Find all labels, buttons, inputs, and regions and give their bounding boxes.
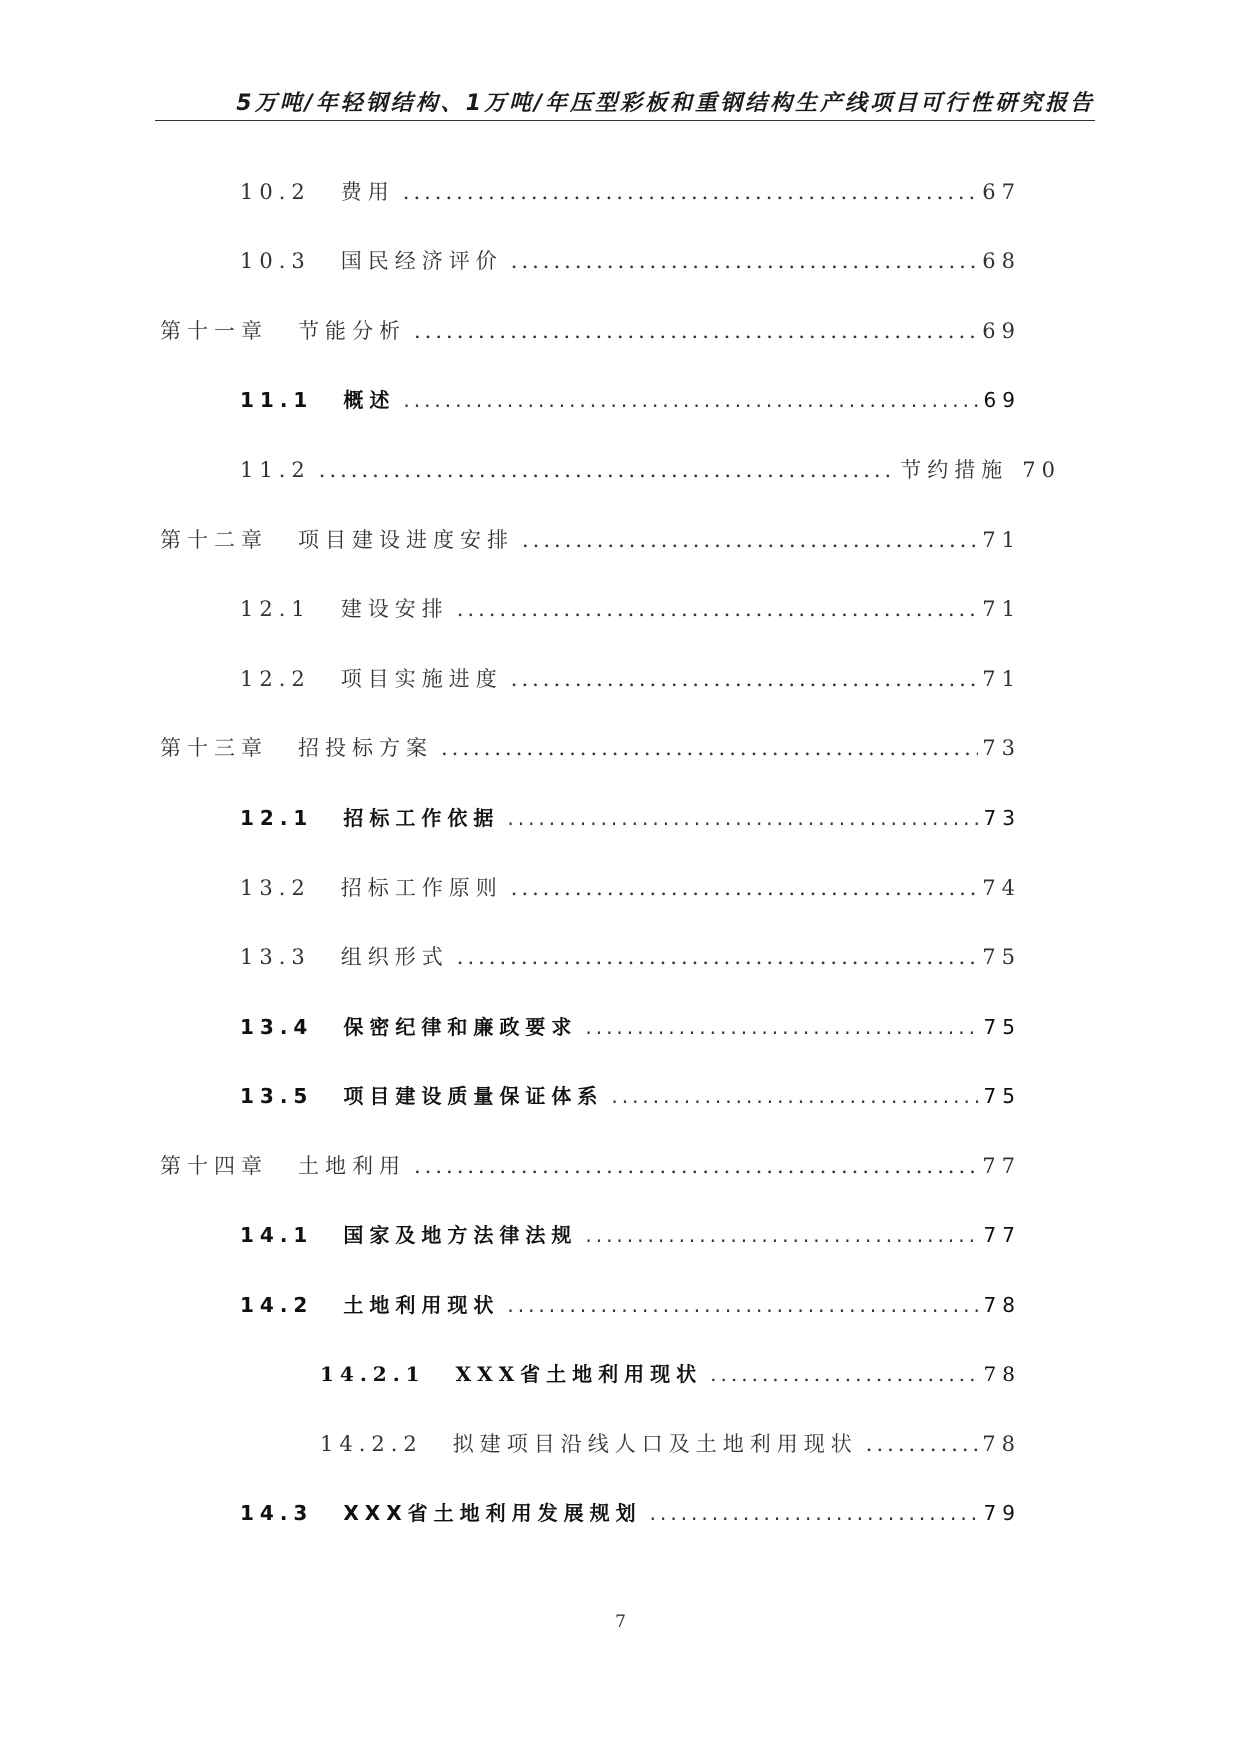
toc-entry-11-2[interactable] bbox=[240, 454, 1061, 484]
toc-entry-title: 费用 bbox=[340, 180, 395, 204]
toc-entry-title: 保密纪律和廉政要求 bbox=[343, 1015, 578, 1039]
toc-entry-number: 10.3 bbox=[240, 249, 311, 273]
toc-entry-page: 79 bbox=[983, 1501, 1021, 1525]
toc-entry-page: 78 bbox=[982, 1432, 1021, 1456]
dot-leader bbox=[507, 806, 979, 830]
toc-entry-13-3[interactable] bbox=[240, 941, 1021, 971]
toc-entry-number: 13.4 bbox=[240, 1015, 314, 1039]
toc-entry-page: 78 bbox=[983, 1293, 1021, 1317]
toc-entry-title: 项目建设进度安排 bbox=[298, 528, 514, 552]
toc-chapter-11[interactable] bbox=[160, 315, 1021, 345]
toc-entry-number: 14.2.2 bbox=[320, 1432, 423, 1456]
dot-leader bbox=[507, 1293, 979, 1317]
toc-entry-page: 77 bbox=[983, 1223, 1021, 1247]
toc-entry-number: 12.1 bbox=[240, 597, 311, 621]
toc-entry-page: 71 bbox=[982, 667, 1021, 691]
toc-entry-14-3[interactable] bbox=[240, 1497, 1021, 1526]
toc-entry-page: 75 bbox=[983, 1084, 1021, 1108]
dot-leader bbox=[414, 1154, 978, 1178]
toc-entry-title: 招标工作原则 bbox=[340, 876, 503, 900]
dot-leader bbox=[585, 1223, 979, 1247]
toc-entry-title: 组织形式 bbox=[340, 945, 449, 969]
dot-leader bbox=[441, 736, 978, 760]
toc-entry-number: 13.2 bbox=[240, 876, 311, 900]
toc-entry-13-2[interactable] bbox=[240, 872, 1021, 902]
toc-entry-14-2-2[interactable] bbox=[320, 1428, 1021, 1458]
toc-entry-page: 73 bbox=[982, 736, 1021, 760]
toc-entry-title: XXX省土地利用现状 bbox=[455, 1362, 703, 1386]
toc-entry-10-2[interactable] bbox=[240, 176, 1021, 206]
dot-leader bbox=[403, 388, 979, 412]
dot-leader bbox=[403, 180, 979, 204]
toc-entry-page: 77 bbox=[982, 1154, 1021, 1178]
toc-chapter-13[interactable] bbox=[160, 732, 1021, 762]
toc-entry-number: 第十四章 bbox=[160, 1154, 268, 1178]
running-header: 5万吨/年轻钢结构、1万吨/年压型彩板和重钢结构生产线项目可行性研究报告 bbox=[236, 91, 1095, 116]
toc-entry-page: 67 bbox=[982, 180, 1021, 204]
toc-entry-13-4[interactable] bbox=[240, 1011, 1021, 1040]
dot-leader bbox=[511, 876, 979, 900]
toc-entry-title: 土地利用现状 bbox=[343, 1293, 500, 1317]
toc-entry-page: 69 bbox=[983, 388, 1021, 412]
toc-entry-14-2-1[interactable] bbox=[320, 1358, 1021, 1387]
toc-entry-title: 项目建设质量保证体系 bbox=[343, 1084, 604, 1108]
toc-entry-12-1-bidding[interactable] bbox=[240, 802, 1021, 831]
dot-leader bbox=[585, 1015, 979, 1039]
toc-entry-10-3[interactable] bbox=[240, 245, 1021, 275]
toc-entry-title: 土地利用 bbox=[298, 1154, 406, 1178]
toc-entry-number: 12.1 bbox=[240, 806, 314, 830]
toc-entry-title: 拟建项目沿线人口及土地利用现状 bbox=[452, 1432, 858, 1456]
header-rule bbox=[155, 120, 1095, 121]
toc-entry-number: 14.3 bbox=[240, 1501, 314, 1525]
dot-leader bbox=[710, 1362, 979, 1386]
toc-entry-number: 14.1 bbox=[240, 1223, 314, 1247]
toc-entry-page: 74 bbox=[982, 876, 1021, 900]
toc-entry-title: 项目实施进度 bbox=[340, 667, 503, 691]
toc-entry-number: 14.2.1 bbox=[320, 1362, 426, 1386]
toc-entry-page: 69 bbox=[982, 319, 1021, 343]
toc-entry-title: XXX省土地利用发展规划 bbox=[343, 1501, 642, 1525]
toc-entry-page: 75 bbox=[983, 1015, 1021, 1039]
toc-entry-12-2[interactable] bbox=[240, 663, 1021, 693]
toc-chapter-14[interactable] bbox=[160, 1150, 1021, 1180]
toc-entry-page: 68 bbox=[982, 249, 1021, 273]
dot-leader bbox=[319, 458, 897, 482]
dot-leader bbox=[611, 1084, 979, 1108]
toc-entry-title: 节约措施 bbox=[900, 458, 1009, 482]
toc-entry-title: 建设安排 bbox=[340, 597, 449, 621]
toc-entry-number: 10.2 bbox=[240, 180, 311, 204]
dot-leader bbox=[414, 319, 978, 343]
toc-entry-title: 概述 bbox=[343, 388, 396, 412]
dot-leader bbox=[511, 667, 979, 691]
toc-entry-number: 第十二章 bbox=[160, 528, 268, 552]
dot-leader bbox=[457, 597, 979, 621]
toc-entry-number: 11.2 bbox=[240, 458, 311, 482]
toc-entry-title: 节能分析 bbox=[298, 319, 406, 343]
toc-entry-number: 第十三章 bbox=[160, 736, 268, 760]
toc-entry-page: 71 bbox=[982, 528, 1021, 552]
toc-entry-14-1[interactable] bbox=[240, 1219, 1021, 1248]
toc-entry-number: 13.3 bbox=[240, 945, 311, 969]
toc-entry-title: 招投标方案 bbox=[298, 736, 433, 760]
toc-entry-title: 国家及地方法律法规 bbox=[343, 1223, 578, 1247]
toc-entry-page: 73 bbox=[983, 806, 1021, 830]
toc-chapter-12[interactable] bbox=[160, 524, 1021, 554]
toc-entry-number: 14.2 bbox=[240, 1293, 314, 1317]
toc-entry-number: 13.5 bbox=[240, 1084, 314, 1108]
toc-entry-12-1[interactable] bbox=[240, 593, 1021, 623]
dot-leader bbox=[457, 945, 979, 969]
toc-entry-page: 75 bbox=[982, 945, 1021, 969]
toc-entry-title: 国民经济评价 bbox=[340, 249, 503, 273]
toc-entry-page: 78 bbox=[983, 1362, 1021, 1386]
dot-leader bbox=[511, 249, 979, 273]
toc-entry-number: 12.2 bbox=[240, 667, 311, 691]
dot-leader bbox=[866, 1432, 978, 1456]
toc-entry-page: 71 bbox=[982, 597, 1021, 621]
toc-entry-page: 70 bbox=[1022, 458, 1061, 482]
toc-entry-number: 第十一章 bbox=[160, 319, 268, 343]
toc-entry-13-5[interactable] bbox=[240, 1080, 1021, 1109]
toc-entry-14-2[interactable] bbox=[240, 1289, 1021, 1318]
dot-leader bbox=[650, 1501, 980, 1525]
toc-entry-number: 11.1 bbox=[240, 388, 314, 412]
toc-entry-title: 招标工作依据 bbox=[343, 806, 500, 830]
dot-leader bbox=[522, 528, 978, 552]
page-number: 7 bbox=[615, 1612, 626, 1632]
toc-entry-11-1[interactable] bbox=[240, 384, 1021, 413]
